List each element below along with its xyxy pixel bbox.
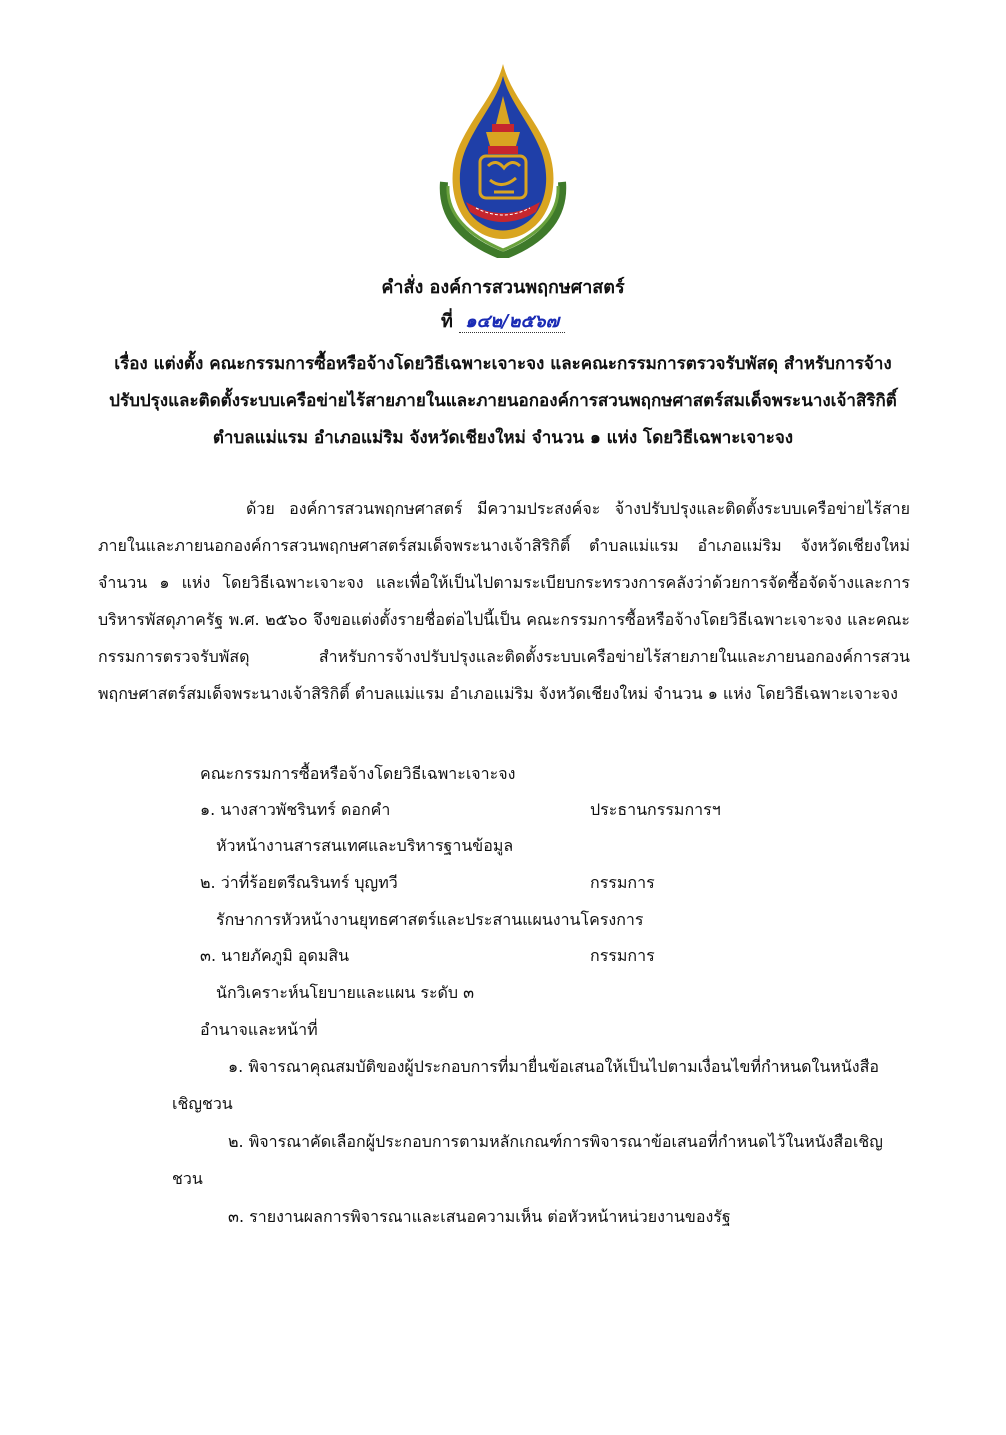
member-name-1: ๑. นางสาวพัชรินทร์ ดอกคำ bbox=[200, 800, 391, 819]
order-number-prefix: ที่ bbox=[440, 311, 453, 332]
botanical-garden-emblem-icon bbox=[436, 62, 570, 258]
duty-item-1: ๑. พิจารณาคุณสมบัติของผู้ประกอบการที่มายื่นข้อเสนอให้เป็นไปตามเงื่อนไขที่กำหนดในหนังสือ bbox=[228, 1057, 879, 1076]
duty-item-2: ๒. พิจารณาคัดเลือกผู้ประกอบการตามหลักเกณฑ์การพิจารณาข้อเสนอที่กำหนดไว้ในหนังสือเชิญ bbox=[228, 1132, 883, 1151]
committee-heading: คณะกรรมการซื้อหรือจ้างโดยวิธีเฉพาะเจาะจง bbox=[200, 764, 516, 783]
duty-item-3: ๓. รายงานผลการพิจารณาและเสนอความเห็น ต่อหัวหน้าหน่วยงานของรัฐ bbox=[228, 1207, 731, 1226]
body-paragraph: ด้วย องค์การสวนพฤกษศาสตร์ มีความประสงค์จะ จ้างปรับปรุงและติดตั้งระบบเครือข่ายไร้สายภายในและภายนอกองค์การสวนพฤกษศาสตร์สมเด็จพระนางเจ้าสิริกิติ์ ตำบลแม่แรม อำเภอแม่ริม จังหวัดเชียงใหม่ จำนวน ๑ แห่ง โดยวิธีเฉพาะเจาะจง และเพื่อให้เป็นไปตามระเบียบกระทรวงการคลังว่าด้วยการจัดซื้อจัดจ้างและการบริหารพัสดุภาครัฐ พ.ศ. ๒๕๖๐ จึงขอแต่งตั้งรายชื่อต่อไปนี้เป็น คณะกรรมการซื้อหรือจ้างโดยวิธีเฉพาะเจาะจง และคณะกรรมการตรวจรับพัสดุ สำหรับการจ้างปรับปรุงและติดตั้งระบบเครือข่ายไร้สายภายในและภายนอกองค์การสวนพฤกษศาสตร์สมเด็จพระนางเจ้าสิริกิติ์ ตำบลแม่แรม อำเภอแม่ริม จังหวัดเชียงใหม่ จำนวน ๑ แห่ง โดยวิธีเฉพาะเจาะจง bbox=[98, 499, 910, 703]
member-position-2: รักษาการหัวหน้างานยุทธศาสตร์และประสานแผนงานโครงการ bbox=[216, 910, 644, 929]
member-name-2: ๒. ว่าที่ร้อยตรีณรินทร์ บุญทวี bbox=[200, 873, 398, 892]
order-title: คำสั่ง องค์การสวนพฤกษศาสตร์ bbox=[381, 277, 625, 298]
order-number-value: ๑๔๒/๒๕๖๗ bbox=[459, 311, 565, 333]
order-number bbox=[0, 306, 1006, 335]
member-name-3: ๓. นายภัคภูมิ อุดมสิน bbox=[200, 946, 350, 965]
duty-item-1-cont: เชิญชวน bbox=[172, 1094, 233, 1113]
member-role-3: กรรมการ bbox=[590, 946, 655, 965]
duties-heading: อำนาจและหน้าที่ bbox=[200, 1020, 318, 1039]
subject-line-1: เรื่อง แต่งตั้ง คณะกรรมการซื้อหรือจ้างโดยวิธีเฉพาะเจาะจง และคณะกรรมการตรวจรับพัสดุ สำหรับการจ้าง bbox=[114, 354, 892, 374]
duty-item-2-cont: ชวน bbox=[172, 1169, 203, 1188]
member-position-3: นักวิเคราะห์นโยบายและแผน ระดับ ๓ bbox=[216, 983, 475, 1002]
member-role-1: ประธานกรรมการฯ bbox=[590, 800, 721, 819]
member-position-1: หัวหน้างานสารสนเทศและบริหารฐานข้อมูล bbox=[216, 836, 514, 855]
subject-block bbox=[0, 346, 1006, 457]
subject-line-3: ตำบลแม่แรม อำเภอแม่ริม จังหวัดเชียงใหม่ จำนวน ๑ แห่ง โดยวิธีเฉพาะเจาะจง bbox=[212, 428, 794, 448]
member-role-2: กรรมการ bbox=[590, 873, 655, 892]
subject-line-2: ปรับปรุงและติดตั้งระบบเครือข่ายไร้สายภายในและภายนอกองค์การสวนพฤกษศาสตร์สมเด็จพระนางเจ้าสิริกิติ์ bbox=[109, 391, 897, 411]
